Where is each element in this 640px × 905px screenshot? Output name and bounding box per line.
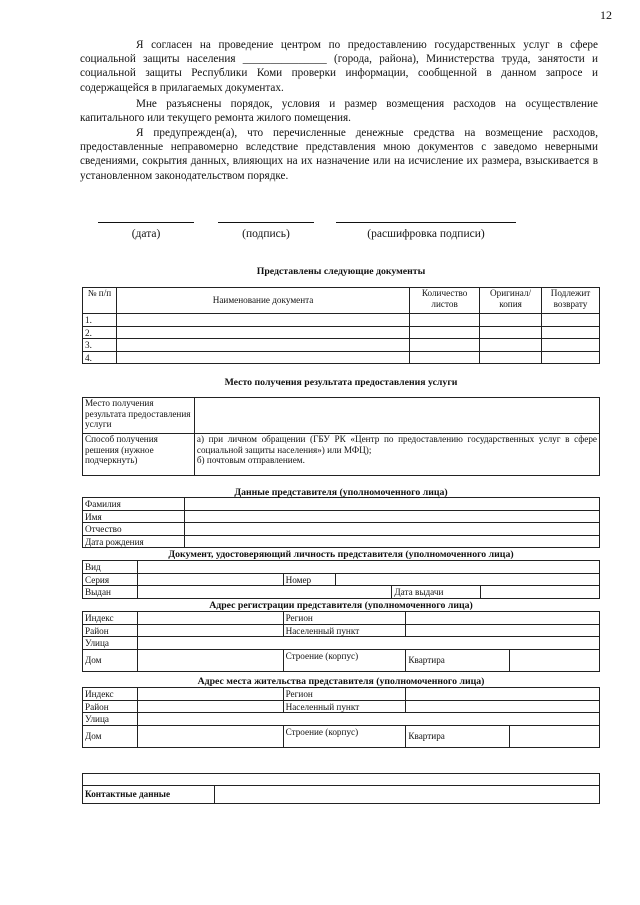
building-label: Строение (корпус) xyxy=(283,725,406,747)
birthdate-label: Дата рождения xyxy=(83,535,185,548)
region-field[interactable] xyxy=(406,612,600,625)
locality-field[interactable] xyxy=(406,700,600,713)
street-label: Улица xyxy=(83,637,138,650)
birthdate-field[interactable] xyxy=(184,535,599,548)
id-doc-table xyxy=(82,560,600,599)
signature-label: (подпись) xyxy=(242,228,290,240)
page-number: 12 xyxy=(600,8,612,22)
index-field[interactable] xyxy=(137,688,283,701)
house-label: Дом xyxy=(83,725,138,747)
signature-decode-line[interactable] xyxy=(336,222,516,223)
name-label: Имя xyxy=(83,510,185,523)
locality-label: Населенный пункт xyxy=(283,700,406,713)
series-field[interactable] xyxy=(137,573,283,586)
row-number: 3. xyxy=(83,339,117,352)
index-field[interactable] xyxy=(137,612,283,625)
docs-title: Представлены следующие документы xyxy=(256,266,426,277)
row-number: 4. xyxy=(83,351,117,364)
col-sheets: Количество листов xyxy=(410,288,480,314)
option-a[interactable]: а) при личном обращении (ГБУ РК «Центр по предоставлению государственных услуг в сфере социальной защиты населения») или МФЦ); xyxy=(196,434,597,455)
flat-field[interactable] xyxy=(510,725,600,747)
place-label: Место получения результата предоставления услуги xyxy=(83,398,195,434)
street-field[interactable] xyxy=(137,713,599,726)
surname-label: Фамилия xyxy=(83,498,185,511)
rep-title: Данные представителя (уполномоченного лица) xyxy=(234,487,448,498)
warning-paragraph: Я предупрежден(а), что перечисленные денежные средства на возмещение расходов, предоставленные неправомерно вследствие представления мною документов с заведомо неверными сведениями, сокрытия данных, влияющих на их назначение или на исчисление их размера, взыскивается в установленном законодательством порядке. xyxy=(80,127,598,182)
live-addr-title: Адрес места жительства представителя (уполномоченного лица) xyxy=(197,676,485,687)
date-line[interactable] xyxy=(98,222,194,223)
flat-label: Квартира xyxy=(406,725,510,747)
reg-addr-title: Адрес регистрации представителя (уполномоченного лица) xyxy=(209,600,473,611)
docs-header-row xyxy=(83,288,600,314)
patronymic-label: Отчество xyxy=(83,523,185,536)
rep-table xyxy=(82,497,600,548)
district-label: Район xyxy=(83,624,138,637)
row-number: 2. xyxy=(83,326,117,339)
consent-paragraph: Я согласен на проведение центром по предоставлению государственных услуг в сфере социальной защиты населения _______________ (города, района), Министерства труда, занятости и социальной защиты Республики Коми проверки информации, сообщенной в данном запросе и содержащейся в прилагаемых документах. xyxy=(80,39,598,94)
index-label: Индекс xyxy=(83,612,138,625)
issued-field[interactable] xyxy=(137,586,391,599)
kind-field[interactable] xyxy=(137,561,599,574)
signature-line[interactable] xyxy=(218,222,314,223)
region-label: Регион xyxy=(283,688,406,701)
col-number: № п/п xyxy=(83,288,117,314)
surname-field[interactable] xyxy=(184,498,599,511)
contacts-label: Контактные данные xyxy=(83,786,215,804)
region-field[interactable] xyxy=(406,688,600,701)
reg-addr-table xyxy=(82,611,600,672)
series-label: Серия xyxy=(83,573,138,586)
table-row[interactable] xyxy=(83,339,600,352)
kind-label: Вид xyxy=(83,561,138,574)
issue-date-field[interactable] xyxy=(481,586,600,599)
number-field[interactable] xyxy=(335,573,599,586)
locality-label: Населенный пункт xyxy=(283,624,406,637)
index-label: Индекс xyxy=(83,688,138,701)
place-table xyxy=(82,397,600,476)
place-value[interactable] xyxy=(194,398,599,434)
live-addr-table xyxy=(82,687,600,748)
district-label: Район xyxy=(83,700,138,713)
number-label: Номер xyxy=(283,573,335,586)
table-row[interactable] xyxy=(83,351,600,364)
issued-label: Выдан xyxy=(83,586,138,599)
name-field[interactable] xyxy=(184,510,599,523)
signature-decode-label: (расшифровка подписи) xyxy=(367,228,485,240)
patronymic-field[interactable] xyxy=(184,523,599,536)
contacts-field[interactable] xyxy=(214,786,599,804)
house-field[interactable] xyxy=(137,649,283,671)
region-label: Регион xyxy=(283,612,406,625)
contacts-table xyxy=(82,773,600,804)
table-row[interactable] xyxy=(83,314,600,327)
locality-field[interactable] xyxy=(406,624,600,637)
row-number: 1. xyxy=(83,314,117,327)
col-original-copy: Оригинал/копия xyxy=(480,288,542,314)
col-doc-name: Наименование документа xyxy=(116,288,409,314)
place-title: Место получения результата предоставления услуги xyxy=(224,377,458,388)
district-field[interactable] xyxy=(137,624,283,637)
id-doc-title: Документ, удостоверяющий личность представителя (уполномоченного лица) xyxy=(168,549,514,560)
issue-date-label: Дата выдачи xyxy=(392,586,481,599)
house-field[interactable] xyxy=(137,725,283,747)
table-row[interactable] xyxy=(83,326,600,339)
docs-table xyxy=(82,287,600,364)
building-label: Строение (корпус) xyxy=(283,649,406,671)
method-label: Способ получения решения (нужное подчеркнуть) xyxy=(83,434,195,476)
street-field[interactable] xyxy=(137,637,599,650)
house-label: Дом xyxy=(83,649,138,671)
flat-field[interactable] xyxy=(510,649,600,671)
district-field[interactable] xyxy=(137,700,283,713)
date-label: (дата) xyxy=(131,228,161,240)
explanation-paragraph: Мне разъяснены порядок, условия и размер возмещения расходов на осуществление капитального или текущего ремонта жилого помещения. xyxy=(80,98,598,125)
street-label: Улица xyxy=(83,713,138,726)
flat-label: Квартира xyxy=(406,649,510,671)
option-b[interactable]: б) почтовым отправлением. xyxy=(196,455,305,465)
col-return: Подлежит возврату xyxy=(542,288,600,314)
